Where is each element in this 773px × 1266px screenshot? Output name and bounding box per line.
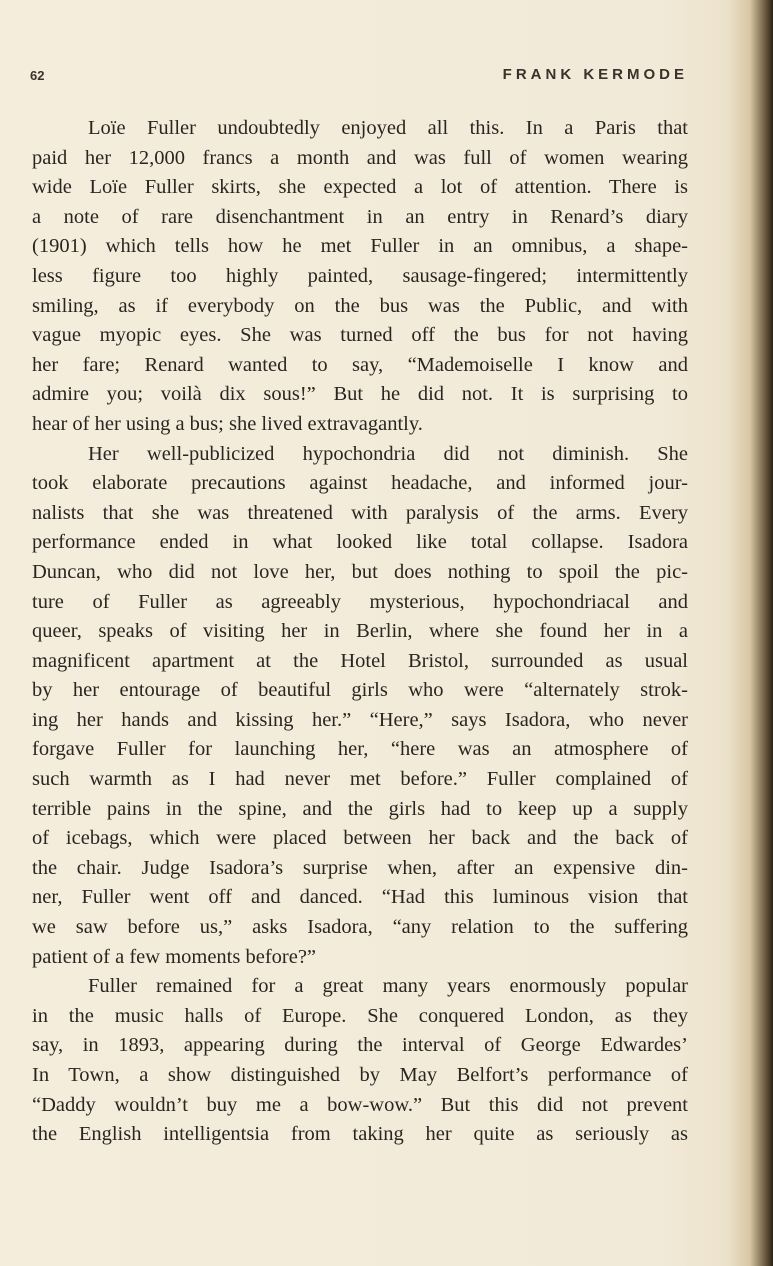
text-line: paid her 12,000 francs a month and was full of women wearing [32,146,688,169]
text-line: Fuller remained for a great many years enormously popular [88,975,688,998]
text-line: her fare; Renard wanted to say, “Mademoiselle I know and [32,353,688,376]
running-head: FRANK KERMODE [502,66,688,83]
page-header [30,64,688,88]
paragraph [32,972,688,1150]
text-line: a note of rare disenchantment in an entry in Renard’s diary [32,205,688,228]
text-line: admire you; voilà dix sous!” But he did not. It is surprising to [32,383,688,406]
paragraph [32,440,688,973]
text-line: Loïe Fuller undoubtedly enjoyed all this. In a Paris that [88,117,688,139]
text-line: the English intelligentsia from taking her quite as seriously as [32,1123,688,1146]
text-line: patient of a few moments before?” [32,945,317,968]
text-line: smiling, as if everybody on the bus was the Public, and with [32,294,688,317]
text-line: the chair. Judge Isadora’s surprise when, after an expensive din- [32,856,688,879]
page-number: 62 [30,68,45,83]
text-line: In Town, a show distinguished by May Belfort’s performance of [32,1064,688,1086]
text-line: terrible pains in the spine, and the girls had to keep up a supply [32,797,688,820]
text-line: forgave Fuller for launching her, “here was an atmosphere of [32,738,688,761]
text-line: ner, Fuller went off and danced. “Had this luminous vision that [32,886,688,909]
text-line: ing her hands and kissing her.” “Here,” says Isadora, who never [32,708,688,731]
text-line: Duncan, who did not love her, but does nothing to spoil the pic- [32,560,688,583]
text-line: hear of her using a bus; she lived extravagantly. [32,412,423,435]
body-text [32,114,688,1150]
text-line: wide Loïe Fuller skirts, she expected a lot of attention. There is [32,176,688,199]
text-line: (1901) which tells how he met Fuller in an omnibus, a shape- [32,235,688,258]
text-line: nalists that she was threatened with paralysis of the arms. Every [32,501,688,524]
text-line: of icebags, which were placed between her back and the back of [32,827,688,850]
text-line: queer, speaks of visiting her in Berlin, where she found her in a [32,620,688,643]
text-line: such warmth as I had never met before.” Fuller complained of [32,768,688,791]
text-line: ture of Fuller as agreeably mysterious, hypochondriacal and [32,590,688,613]
text-line: say, in 1893, appearing during the interval of George Edwardes’ [32,1034,688,1057]
text-line: took elaborate precautions against headache, and informed jour- [32,472,688,495]
text-line: magnificent apartment at the Hotel Bristol, surrounded as usual [32,649,688,672]
text-line: by her entourage of beautiful girls who were “alternately strok- [32,679,688,702]
text-line: “Daddy wouldn’t buy me a bow-wow.” But this did not prevent [32,1093,688,1116]
text-line: performance ended in what looked like total collapse. Isadora [32,531,688,554]
text-line: vague myopic eyes. She was turned off the bus for not having [32,324,688,347]
text-line: in the music halls of Europe. She conquered London, as they [32,1004,688,1027]
text-line: less figure too highly painted, sausage-fingered; intermittently [32,264,688,287]
text-line: we saw before us,” asks Isadora, “any relation to the suffering [32,916,688,939]
text-line: Her well-publicized hypochondria did not diminish. She [88,442,688,465]
paragraph [32,114,688,440]
